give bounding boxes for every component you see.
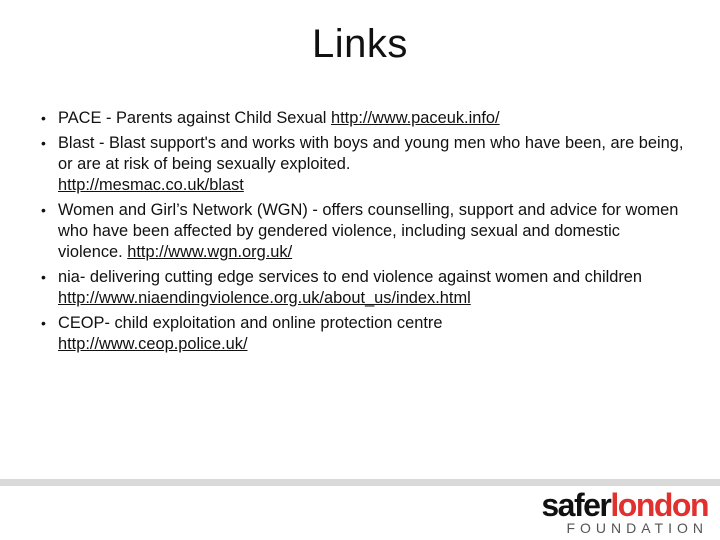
link-mesmac[interactable]: http://mesmac.co.uk/blast <box>58 176 244 194</box>
link-ceop[interactable]: http://www.ceop.police.uk/ <box>58 335 248 353</box>
slide-title: Links <box>312 22 408 66</box>
safer-london-logo <box>541 488 708 536</box>
list-item <box>36 313 686 355</box>
footer-divider <box>0 479 720 486</box>
logo-wordmark <box>541 488 708 522</box>
list-item <box>36 200 686 263</box>
logo-london-text: london <box>610 487 708 523</box>
bullet-icon: • <box>41 202 46 218</box>
bullet-icon: • <box>41 315 46 331</box>
list-item <box>36 108 686 129</box>
link-paceuk[interactable]: http://www.paceuk.info/ <box>331 109 500 127</box>
bullet-text: PACE - Parents against Child Sexual <box>58 109 332 127</box>
list-item <box>36 133 686 196</box>
bullet-text: CEOP- child exploitation and online protection centre <box>58 314 443 332</box>
list-item <box>36 267 686 309</box>
bullet-icon: • <box>41 135 46 151</box>
bullet-text: Blast - Blast support's and works with boys and young men who have been, are being, or are at risk of being sexually exploited. <box>58 134 684 173</box>
link-wgn[interactable]: http://www.wgn.org.uk/ <box>127 243 293 261</box>
link-nia[interactable]: http://www.niaendingviolence.org.uk/about_us/index.html <box>58 289 471 307</box>
logo-safer-text: safer <box>541 487 611 523</box>
bullet-text: nia- delivering cutting edge services to end violence against women and children <box>58 268 643 286</box>
bullet-list <box>36 108 686 359</box>
bullet-text: Women and Girl’s Network (WGN) - offers counselling, support and advice for women who have been affected by gendered violence, including sexual and domestic violence. <box>58 201 679 261</box>
bullet-icon: • <box>41 110 46 126</box>
bullet-icon: • <box>41 269 46 285</box>
logo-subtitle: FOUNDATION <box>566 520 708 536</box>
